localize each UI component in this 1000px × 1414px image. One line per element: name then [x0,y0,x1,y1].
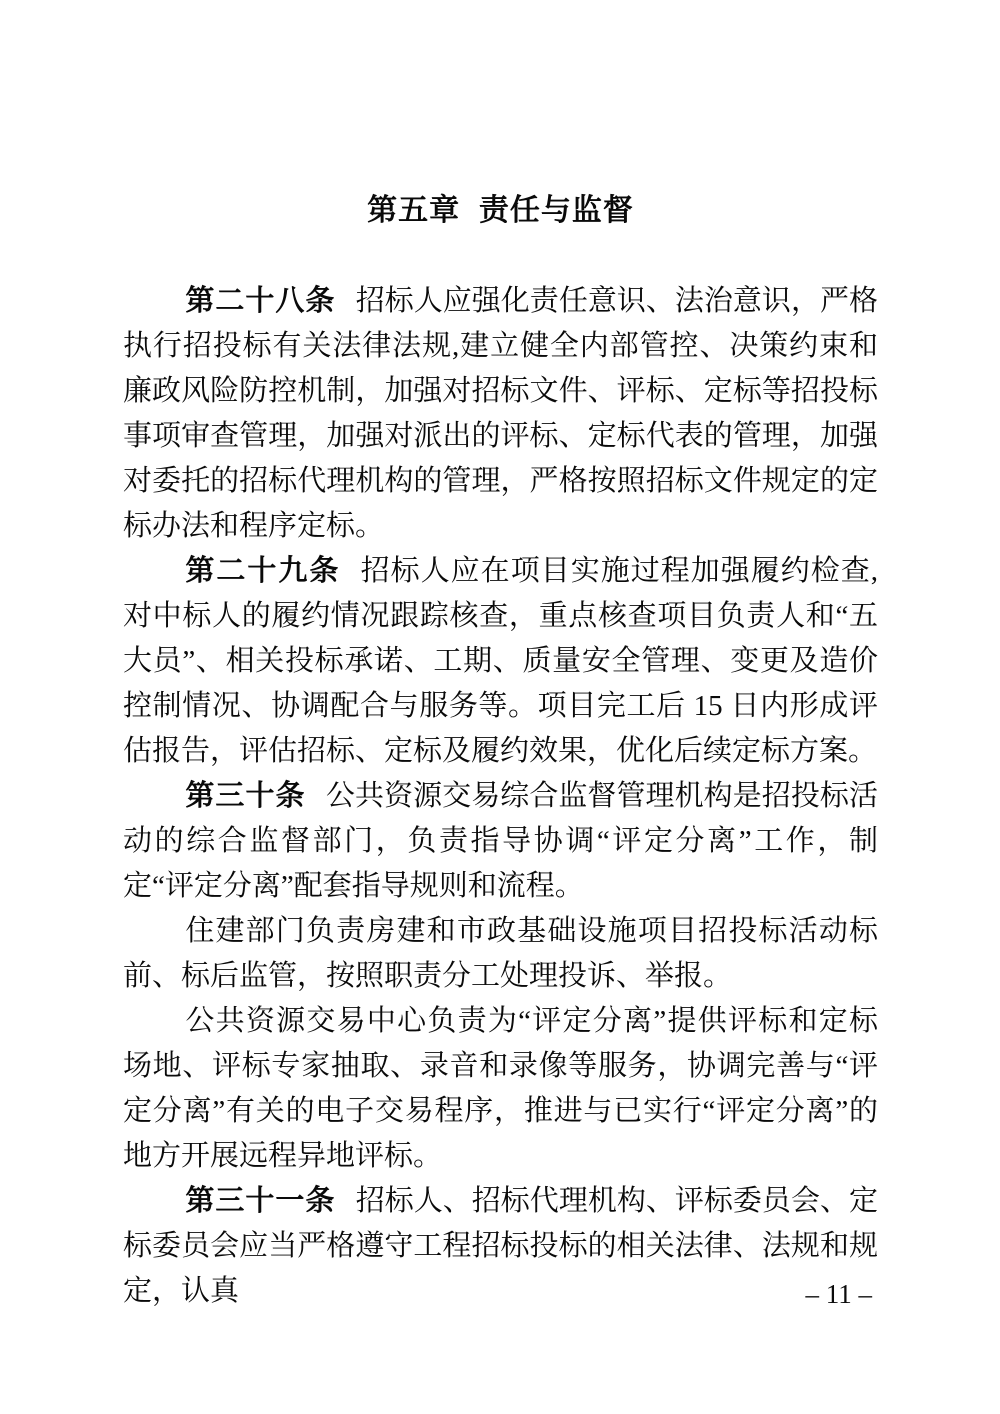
paragraph-article-28 [123,279,878,549]
paragraph-trading-center [123,999,878,1179]
paragraph-article-29 [123,549,878,774]
article-31-text: 招标人、招标代理机构、评标委员会、定标委员会应当严格遵守工程招标投标的相关法律、法规和规定，认真 [123,1185,878,1307]
chapter-heading: 第五章 责任与监督 [367,194,634,227]
article-28-text: 招标人应强化责任意识、法治意识，严格执行招投标有关法律法规,建立健全内部管控、决策约束和廉政风险防控机制，加强对招标文件、评标、定标等招投标事项审查管理，加强对派出的评标、定标代表的管理，加强对委托的招标代理机构的管理，严格按照招标文件规定的定标办法和程序定标。 [123,285,878,542]
paragraph-housing-authority [123,909,878,999]
page-number: – 11 – [805,1279,872,1309]
document-body [123,279,878,1314]
article-30-number: 第三十条 [185,780,306,812]
paragraph-article-30 [123,774,878,909]
article-29-number: 第二十九条 [185,555,341,587]
article-28-number: 第二十八条 [185,285,336,317]
article-31-number: 第三十一条 [185,1185,336,1217]
paragraph-housing-authority-text: 住建部门负责房建和市政基础设施项目招投标活动标前、标后监管，按照职责分工处理投诉、举报。 [123,915,878,992]
article-29-text: 招标人应在项目实施过程加强履约检查,对中标人的履约情况跟踪核查，重点核查项目负责人和“五大员”、相关投标承诺、工期、质量安全管理、变更及造价控制情况、协调配合与服务等。项目完工后 15 日内形成评估报告，评估招标、定标及履约效果，优化后续定标方案。 [123,555,878,767]
paragraph-article-31 [123,1179,878,1314]
article-30-text: 公共资源交易综合监督管理机构是招投标活动的综合监督部门，负责指导协调“评定分离”工作，制定“评定分离”配套指导规则和流程。 [123,780,878,902]
paragraph-trading-center-text: 公共资源交易中心负责为“评定分离”提供评标和定标场地、评标专家抽取、录音和录像等服务，协调完善与“评定分离”有关的电子交易程序，推进与已实行“评定分离”的地方开展远程异地评标。 [123,1005,878,1172]
